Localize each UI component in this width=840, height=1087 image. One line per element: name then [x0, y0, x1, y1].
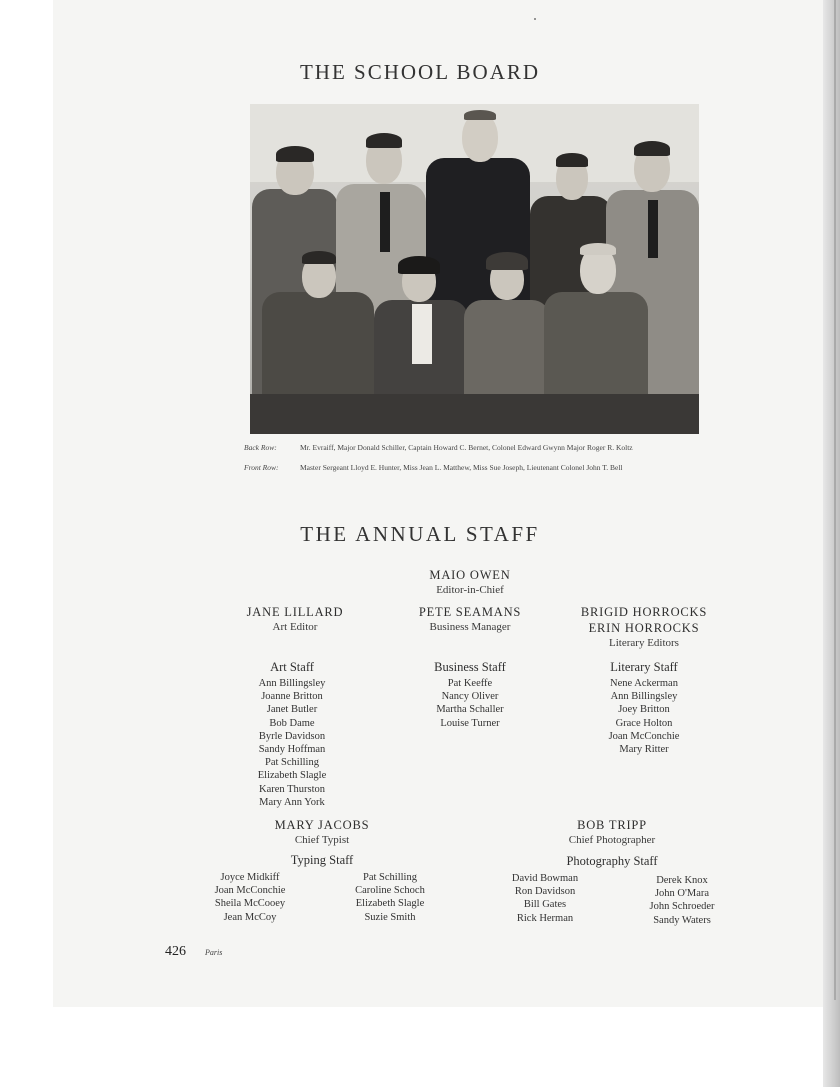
art-staff [212, 659, 372, 809]
typing-staff-heading-block [232, 852, 412, 868]
business-staff-member: Martha Schaller [436, 704, 504, 716]
art-staff-member: Janet Butler [266, 704, 318, 716]
business-staff-member: Nancy Oliver [441, 691, 499, 703]
art-staff-member: Joanne Britton [261, 691, 323, 703]
school-board-title: THE SCHOOL BOARD [299, 60, 541, 84]
photography-staff-heading: Photography Staff [566, 854, 658, 868]
business-staff-member: Pat Keeffe [447, 678, 493, 689]
typing-staff-heading: Typing Staff [290, 853, 354, 867]
literary-staff-member: Joan McConchie [608, 730, 680, 742]
literary-editors-role: Literary Editors [609, 637, 679, 649]
art-editor-name: JANE LILLARD [246, 605, 344, 619]
literary-staff-member: Joey Britton [618, 704, 670, 716]
page-label: Paris [205, 948, 223, 957]
art-staff-member: Sandy Hoffman [258, 744, 326, 756]
editor-name: MAIO OWEN [429, 568, 511, 582]
literary-staff [564, 659, 724, 756]
chief-typist [232, 817, 412, 848]
art-editor-role: Art Editor [272, 621, 318, 633]
annual-staff-title: THE ANNUAL STAFF [300, 522, 540, 546]
facing-page-edge [823, 0, 840, 1087]
art-staff-member: Ann Billingsley [258, 678, 326, 689]
business-staff-heading: Business Staff [434, 660, 506, 674]
photography-staff-col1 [480, 872, 610, 925]
business-manager [380, 604, 560, 635]
art-editor [205, 604, 385, 635]
literary-editor-name: BRIGID HORROCKS [580, 605, 708, 619]
page-number: 426 [165, 944, 186, 959]
photography-staff-member: Sandy Waters [653, 914, 711, 926]
photography-staff-member: Bill Gates [523, 899, 567, 911]
art-staff-heading: Art Staff [270, 660, 314, 674]
front-row-label: Front Row: [244, 463, 279, 472]
chief-typist-role: Chief Typist [294, 834, 350, 846]
art-staff-member: Bob Dame [269, 717, 315, 729]
photography-staff-heading-block [522, 853, 702, 869]
scan-speck [534, 18, 536, 20]
back-row-text: Mr. Evraiff, Major Donald Schiller, Captain Howard C. Bernet, Colonel Edward Gwynn Major Roger R. Koltz [300, 443, 633, 452]
typing-staff-member: Joyce Midkiff [220, 872, 280, 883]
literary-staff-member: Ann Billingsley [610, 691, 678, 703]
literary-editors [554, 604, 734, 651]
photography-staff-member: David Bowman [511, 873, 579, 884]
typing-staff-member: Pat Schilling [363, 872, 417, 883]
editor-in-chief [380, 567, 560, 598]
chief-typist-name: MARY JACOBS [274, 818, 370, 832]
art-staff-member: Elizabeth Slagle [257, 770, 327, 782]
typing-staff-member: Caroline Schoch [355, 885, 425, 897]
typing-staff-member: Jean McCoy [223, 911, 277, 923]
photography-staff-member: Rick Herman [516, 912, 574, 924]
front-row-text: Master Sergeant Lloyd E. Hunter, Miss Jean L. Matthew, Miss Sue Joseph, Lieutenant Colonel John T. Bell [300, 463, 623, 472]
photography-staff-member: John Schroeder [649, 901, 715, 913]
photography-staff-col2 [617, 874, 747, 927]
art-staff-member: Byrle Davidson [258, 730, 326, 742]
typing-staff-member: Sheila McCooey [214, 898, 286, 910]
chief-photographer [522, 817, 702, 848]
business-staff [390, 659, 550, 730]
typing-staff-member: Elizabeth Slagle [355, 898, 425, 910]
photography-staff-member: John O'Mara [654, 888, 710, 900]
typing-staff-member: Suzie Smith [364, 911, 416, 923]
art-staff-member: Pat Schilling [265, 757, 319, 769]
literary-editor-name: ERIN HORROCKS [588, 621, 700, 635]
business-manager-role: Business Manager [429, 621, 511, 633]
school-board-photo [250, 104, 699, 434]
literary-staff-member: Mary Ritter [619, 744, 669, 756]
art-staff-member: Mary Ann York [259, 796, 325, 808]
typing-staff-col1 [185, 871, 315, 924]
chief-photographer-name: BOB TRIPP [577, 818, 647, 832]
photography-staff-member: Ron Davidson [514, 886, 576, 898]
back-row-label: Back Row: [244, 443, 277, 452]
chief-photographer-role: Chief Photographer [568, 834, 656, 846]
typing-staff-col2 [325, 871, 455, 924]
editor-role: Editor-in-Chief [436, 584, 504, 596]
business-staff-member: Louise Turner [440, 717, 500, 729]
typing-staff-member: Joan McConchie [214, 885, 286, 897]
literary-staff-member: Nene Ackerman [610, 678, 678, 689]
art-staff-member: Karen Thurston [259, 783, 325, 795]
literary-staff-member: Grace Holton [615, 717, 673, 729]
business-manager-name: PETE SEAMANS [418, 605, 522, 619]
photography-staff-member: Derek Knox [656, 875, 708, 886]
literary-staff-heading: Literary Staff [610, 660, 678, 674]
